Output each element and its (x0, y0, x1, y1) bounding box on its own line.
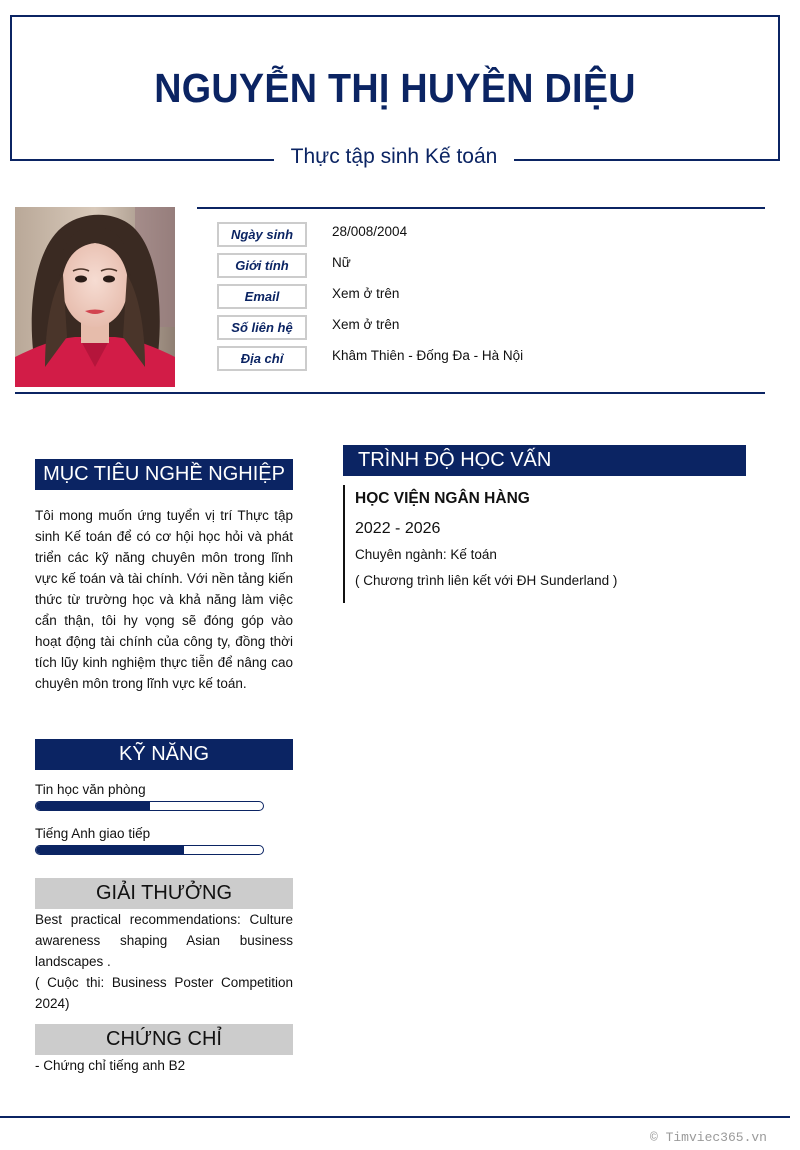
awards-section (35, 909, 293, 1014)
info-value: Khâm Thiên - Đống Đa - Hà Nội (332, 348, 524, 363)
section-title-awards: GIẢI THƯỞNG (35, 878, 293, 909)
objective-section (35, 505, 293, 694)
section-title-skills: KỸ NĂNG (35, 739, 293, 770)
skill-name: Tin học văn phòng (35, 782, 146, 797)
position-title: Thực tập sinh Kế toán (274, 140, 514, 174)
info-value: Xem ở trên (332, 317, 400, 332)
info-label: Số liên hệ (217, 315, 307, 340)
candidate-name: NGUYỄN THỊ HUYỀN DIỆU (154, 65, 636, 111)
portrait-photo-icon (15, 207, 175, 387)
certificates-section (35, 1055, 293, 1076)
info-label: Giới tính (217, 253, 307, 278)
education-timeline-rule (343, 485, 345, 603)
footer-divider (0, 1116, 790, 1118)
section-title-certificates: CHỨNG CHỈ (35, 1024, 293, 1055)
skill-name: Tiếng Anh giao tiếp (35, 826, 151, 841)
award-description: Best practical recommendations: Culture awareness shaping Asian business landscapes . (35, 912, 293, 969)
education-school: HỌC VIỆN NGÂN HÀNG (355, 490, 530, 507)
objective-text: Tôi mong muốn ứng tuyển vị trí Thực tập sinh Kế toán để có cơ hội học hỏi và phát triển các kỹ năng chuyên môn trong lĩnh vực kế toán và tài chính. Với nền tảng kiến thức từ trường học và khả năng làm việc cẩn thận, tôi hy vọng sẽ đóng góp vào hoạt động tài chính của công ty, đồng thời tích lũy kinh nghiệm thực tiễn để nâng cao chuyên môn trong lĩnh vực kế toán. (35, 508, 293, 691)
info-label: Email (217, 284, 307, 309)
education-years: 2022 - 2026 (355, 520, 441, 537)
skill-progress-bar (35, 845, 264, 855)
info-top-divider (197, 207, 765, 209)
skill-progress-fill (36, 802, 150, 810)
info-value: Xem ở trên (332, 286, 400, 301)
award-competition: ( Cuộc thi: Business Poster Competition 2024) (35, 975, 293, 1011)
info-value: 28/008/2004 (332, 224, 408, 239)
skill-progress-fill (36, 846, 184, 854)
section-title-education: TRÌNH ĐỘ HỌC VẤN (343, 445, 746, 476)
info-value: Nữ (332, 255, 351, 270)
info-bottom-divider (15, 392, 765, 394)
copyright-text: © Timviec365.vn (649, 1130, 767, 1145)
info-label: Ngày sinh (217, 222, 307, 247)
section-title-objective: MỤC TIÊU NGHỀ NGHIỆP (35, 459, 293, 490)
education-major: Chuyên ngành: Kế toán (355, 547, 497, 562)
certificate-item: - Chứng chỉ tiếng anh B2 (35, 1058, 186, 1073)
avatar (15, 207, 175, 387)
skill-progress-bar (35, 801, 264, 811)
info-label: Địa chỉ (217, 346, 307, 371)
education-note: ( Chương trình liên kết với ĐH Sunderland ) (355, 573, 618, 588)
